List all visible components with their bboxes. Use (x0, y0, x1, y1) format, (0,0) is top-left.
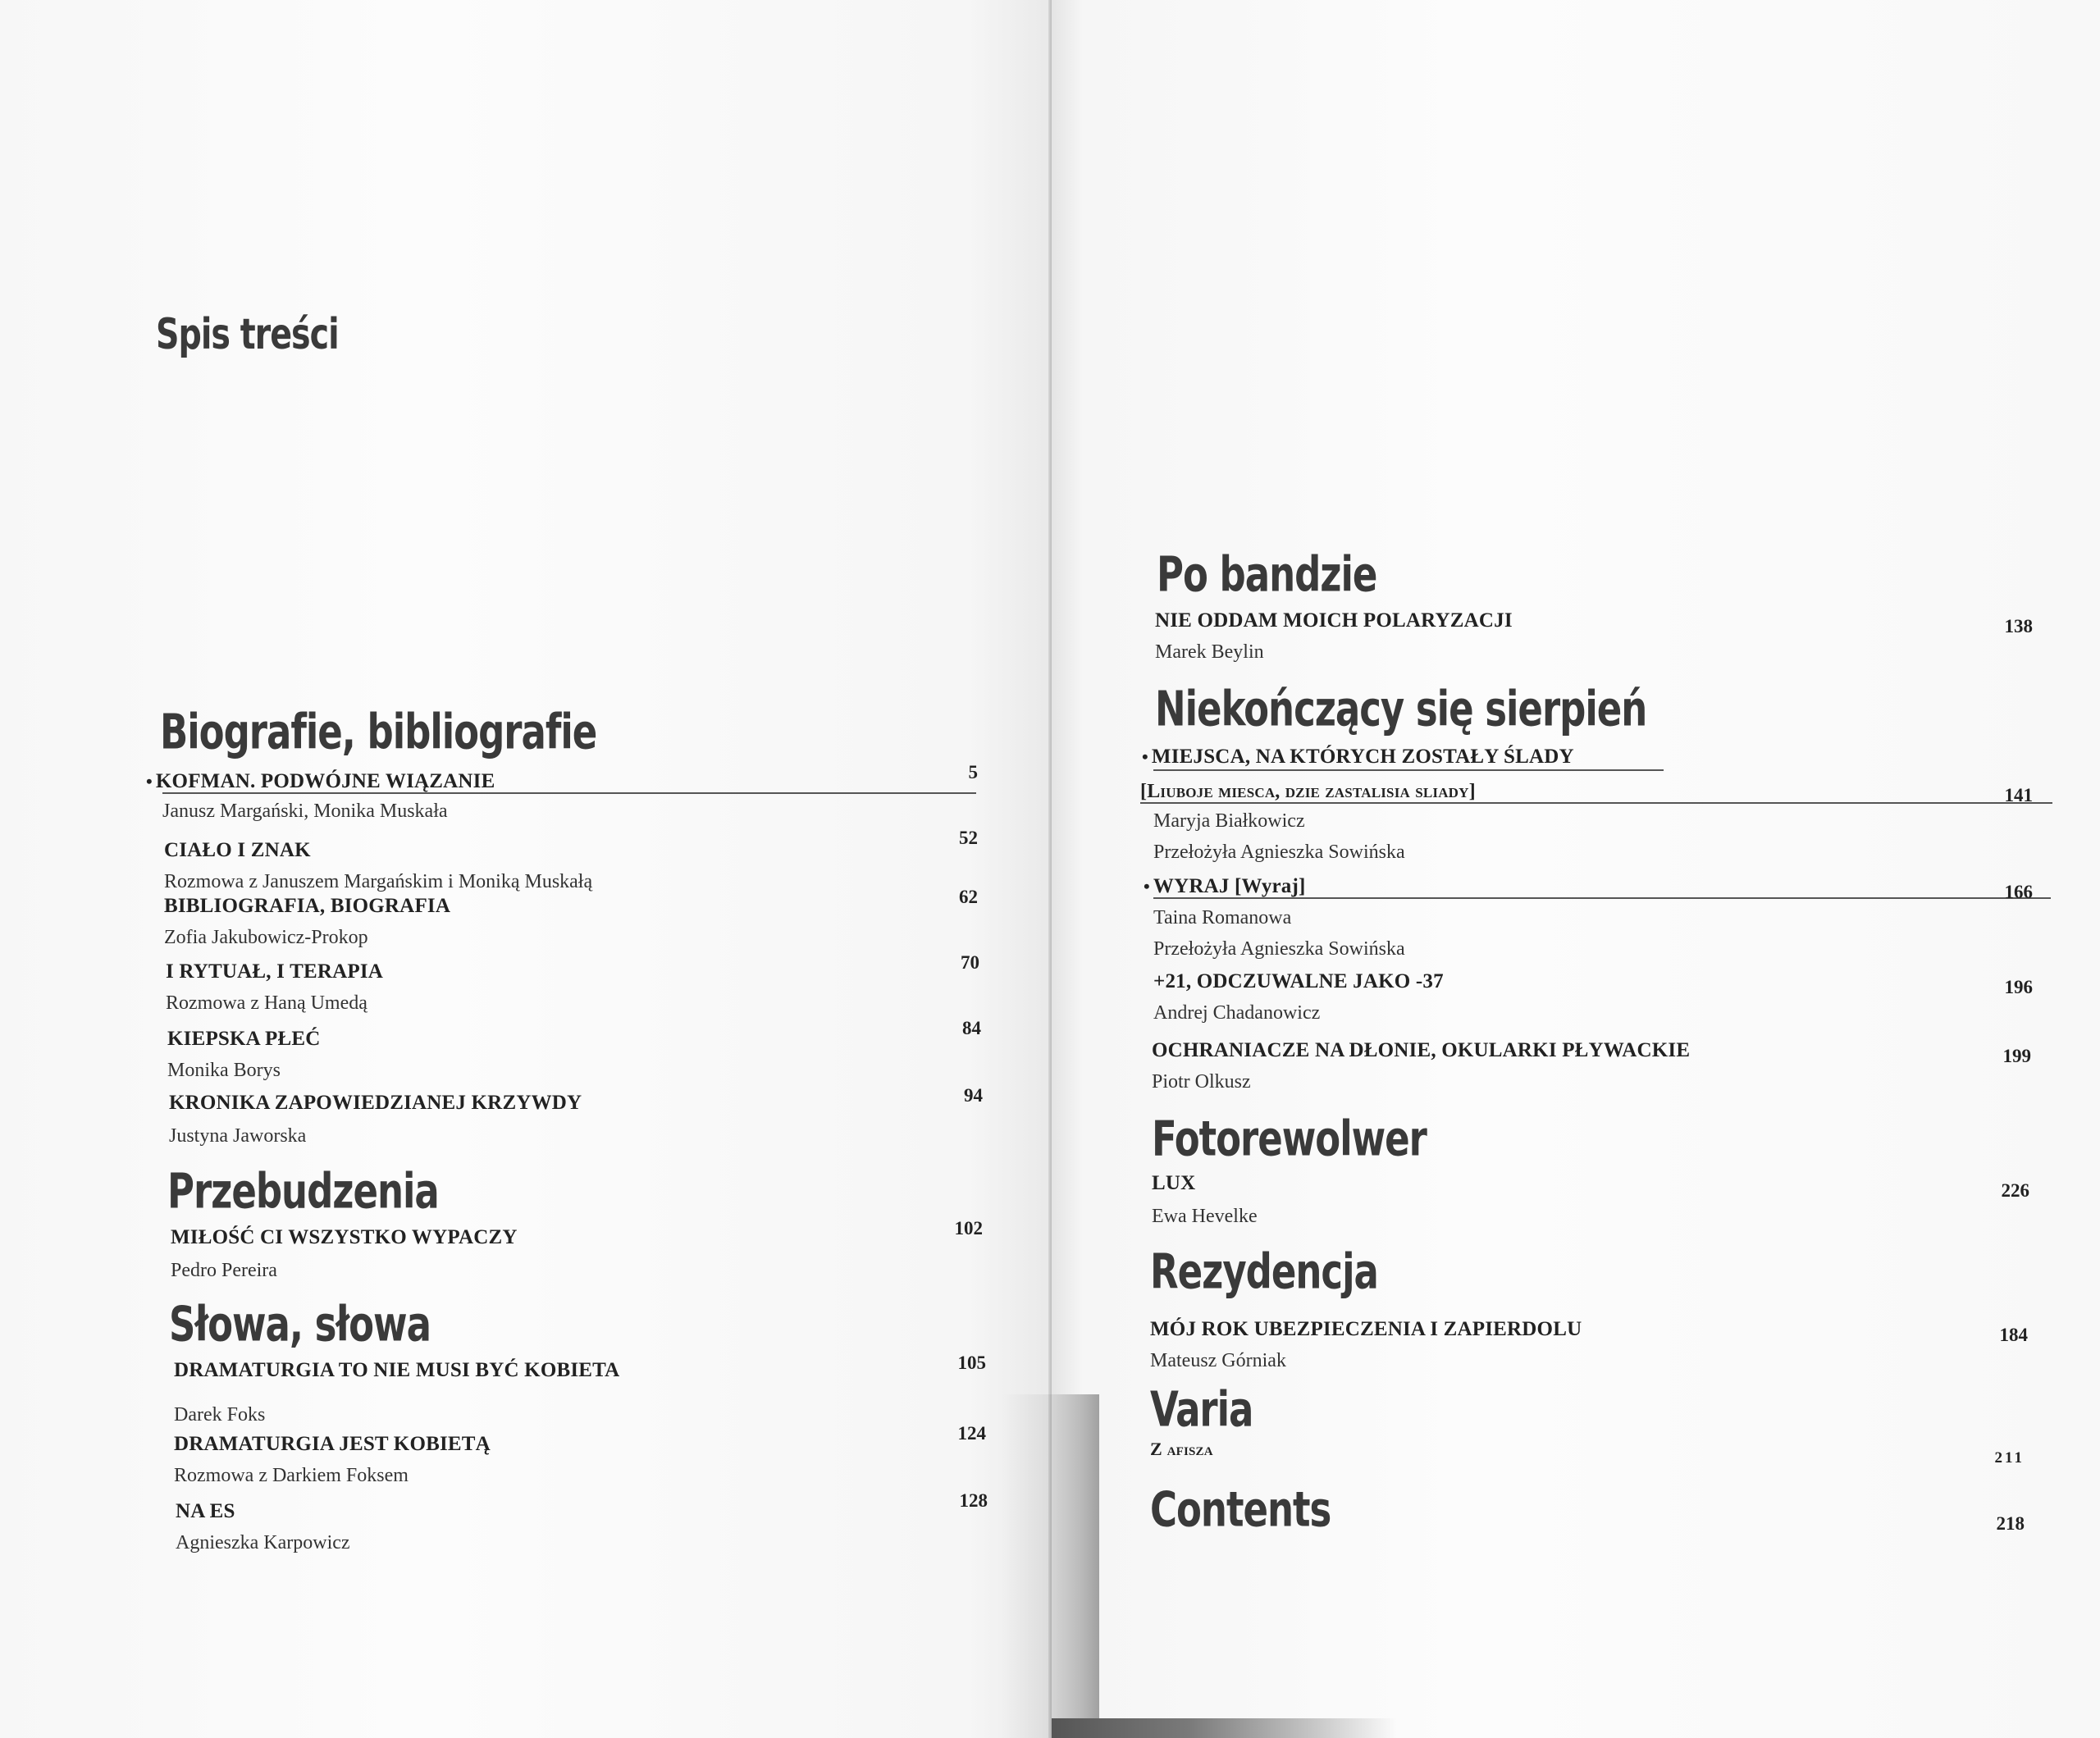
entry-page-number: 199 (2002, 1046, 2031, 1066)
entry-author: Monika Borys (167, 1060, 281, 1081)
entry-title: MIEJSCA, NA KTÓRYCH ZOSTAŁY ŚLADY (1151, 746, 1574, 768)
toc-entry-lux[interactable] (1152, 1173, 1258, 1226)
gutter-shadow (1001, 1394, 1099, 1738)
entry-title: NA ES (176, 1500, 235, 1522)
toc-entry-dramaturgia-jest[interactable] (174, 1434, 491, 1485)
entry-page-number: 94 (964, 1085, 983, 1106)
entry-page-number: 128 (959, 1490, 988, 1511)
entry-page-number: 211 (1994, 1449, 2025, 1467)
toc-title: Spis treści (156, 310, 339, 360)
entry-author: Rozmowa z Darkiem Foksem (174, 1465, 409, 1486)
entry-page-number: 226 (2001, 1180, 2029, 1201)
entry-rule (1153, 769, 1664, 771)
entry-translator: Przełożyła Agnieszka Sowińska (1153, 938, 1405, 960)
entry-title: NIE ODDAM MOICH POLARYZACJI (1155, 609, 1513, 632)
bullet-icon: • (1144, 876, 1150, 896)
entry-page-number: 84 (962, 1018, 981, 1038)
entry-author: Janusz Margański, Monika Muskała (162, 801, 448, 822)
entry-page-number: 5 (968, 762, 978, 782)
entry-title: KIEPSKA PŁEĆ (167, 1028, 321, 1050)
entry-author: Darek Foks (174, 1404, 266, 1426)
entry-page-number: 62 (959, 887, 978, 907)
gutter-shadow-bottom (1052, 1718, 1396, 1738)
toc-entry-cialo-i-znak[interactable] (164, 840, 592, 892)
entry-page-number: 105 (957, 1353, 986, 1373)
entry-title: KOFMAN. PODWÓJNE WIĄZANIE (155, 770, 495, 792)
entry-author: Mateusz Górniak (1150, 1350, 1286, 1371)
toc-entry-na-es[interactable] (176, 1501, 350, 1553)
toc-entry-plus21[interactable] (1153, 971, 1444, 1023)
entry-page-number: 138 (2004, 616, 2033, 636)
entry-page-number: 196 (2004, 977, 2033, 997)
section-title-contents[interactable]: Contents (1150, 1481, 1331, 1538)
entry-page-number: 184 (1999, 1325, 2028, 1345)
toc-entry-z-afisza[interactable] (1150, 1440, 1213, 1458)
entry-page-number: 166 (2004, 882, 2033, 902)
entry-rule (162, 792, 976, 794)
entry-author: Zofia Jakubowicz-Prokop (164, 927, 368, 948)
entry-author: Rozmowa z Januszem Margańskim i Moniką Muskałą (164, 871, 593, 892)
entry-author: Ewa Hevelke (1152, 1206, 1258, 1227)
toc-entry-wyraj[interactable] (1144, 876, 1405, 959)
section-title-varia: Varia (1150, 1381, 1253, 1438)
entry-title: MÓJ ROK UBEZPIECZENIA I ZAPIERDOLU (1150, 1318, 1582, 1340)
section-title-fotorewolwer: Fotorewolwer (1152, 1111, 1427, 1167)
entry-title: LUX (1152, 1172, 1196, 1194)
entry-author: Marek Beylin (1155, 641, 1264, 663)
entry-title: I RYTUAŁ, I TERAPIA (166, 960, 384, 983)
entry-author: Piotr Olkusz (1152, 1071, 1251, 1093)
entry-author: Justyna Jaworska (169, 1125, 307, 1147)
entry-page-number: 124 (957, 1423, 986, 1444)
section-title-niekonczacy: Niekończący się sierpień (1155, 681, 1647, 737)
entry-author: Maryja Białkowicz (1153, 810, 1305, 832)
toc-entry-kronika[interactable] (169, 1093, 582, 1146)
section-title-rezydencja: Rezydencja (1150, 1243, 1378, 1300)
right-page (1052, 0, 2100, 1738)
entry-title: OCHRANIACZE NA DŁONIE, OKULARKI PŁYWACKIE (1152, 1039, 1691, 1061)
bullet-icon: • (1142, 746, 1148, 767)
entry-author: Agnieszka Karpowicz (176, 1532, 350, 1553)
entry-author: Rozmowa z Haną Umedą (166, 992, 368, 1014)
entry-page-number: 52 (959, 828, 978, 848)
entry-page-number: 141 (2004, 785, 2033, 805)
entry-title: CIAŁO I ZNAK (164, 839, 311, 861)
toc-entry-milosc[interactable] (171, 1227, 518, 1280)
section-title-slowa: Słowa, słowa (169, 1296, 431, 1353)
entry-title: BIBLIOGRAFIA, BIOGRAFIA (164, 895, 451, 917)
entry-author: Pedro Pereira (171, 1260, 277, 1281)
toc-entry-kiepska-plec[interactable] (167, 1029, 320, 1080)
entry-author: Taina Romanowa (1153, 907, 1292, 928)
toc-entry-nie-oddam[interactable] (1155, 610, 1513, 662)
entry-subtitle: [Liuboje miesca, dzie zastalisia sliady] (1140, 781, 1476, 802)
entry-title: Z afisza (1150, 1439, 1213, 1459)
entry-rule (1153, 897, 2051, 899)
section-title-biografie: Biografie, bibliografie (160, 704, 597, 760)
section-title-przebudzenia: Przebudzenia (167, 1163, 439, 1220)
toc-entry-miejsca[interactable] (1142, 746, 1574, 862)
toc-entry-kofman[interactable] (146, 771, 495, 821)
entry-author: Andrej Chadanowicz (1153, 1002, 1321, 1024)
entry-title: MIŁOŚĆ CI WSZYSTKO WYPACZY (171, 1226, 518, 1248)
toc-entry-dramaturgia-nie-musi[interactable] (174, 1360, 619, 1425)
section-title-po-bandzie: Po bandzie (1157, 546, 1377, 603)
entry-page-number: 70 (961, 952, 979, 973)
entry-title: WYRAJ [Wyraj] (1153, 875, 1306, 897)
toc-entry-ochraniacze[interactable] (1152, 1040, 1690, 1092)
entry-translator: Przełożyła Agnieszka Sowińska (1153, 842, 1405, 863)
entry-title: +21, ODCZUWALNE JAKO -37 (1153, 970, 1444, 992)
toc-entry-moj-rok[interactable] (1150, 1319, 1582, 1371)
toc-entry-bibliografia[interactable] (164, 896, 450, 947)
entry-page-number: 218 (1996, 1513, 2025, 1534)
bullet-icon: • (146, 771, 153, 791)
toc-entry-rytual[interactable] (166, 961, 383, 1013)
entry-page-number: 102 (954, 1218, 983, 1238)
entry-title: DRAMATURGIA TO NIE MUSI BYĆ KOBIETA (174, 1359, 620, 1381)
entry-title: KRONIKA ZAPOWIEDZIANEJ KRZYWDY (169, 1092, 582, 1114)
entry-title: DRAMATURGIA JEST KOBIETĄ (174, 1433, 491, 1455)
entry-rule (1140, 802, 2052, 804)
